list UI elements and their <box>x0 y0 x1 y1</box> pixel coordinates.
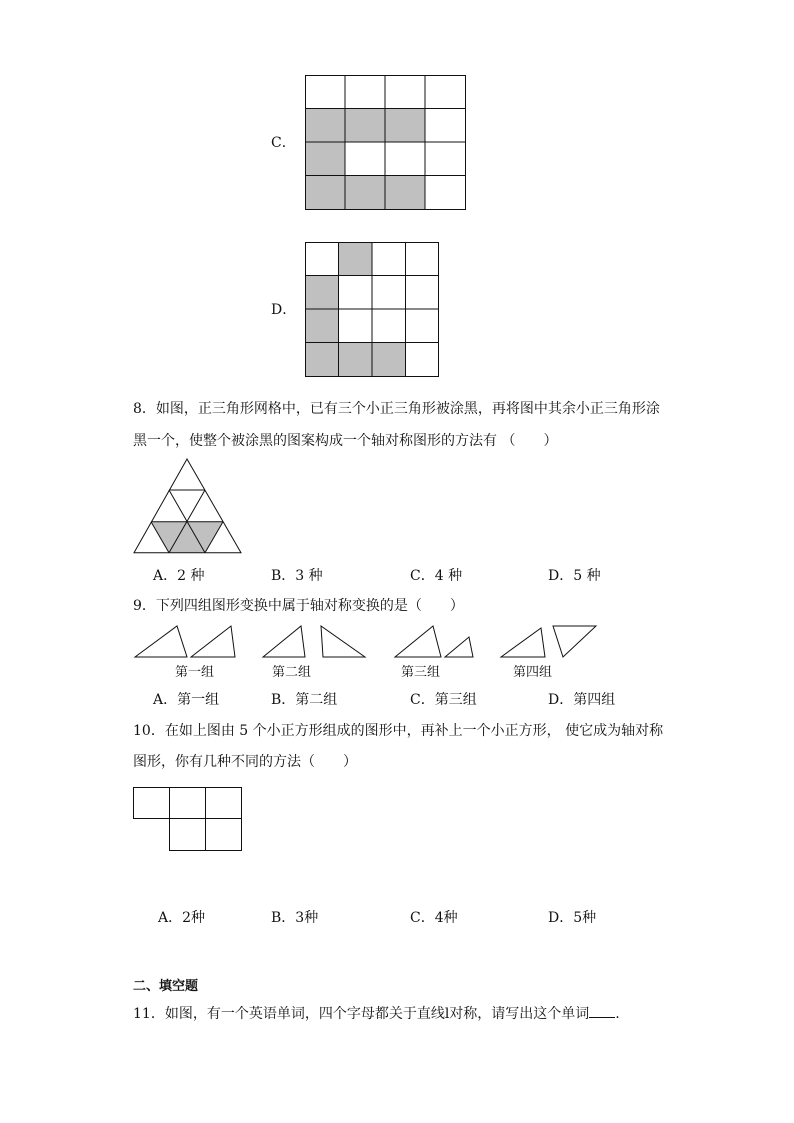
q11-text-line1 <box>133 1003 620 1024</box>
q10-option-b[interactable]: B．3种 <box>271 910 319 926</box>
q9-text-line1: 9．下列四组图形变换中属于轴对称变换的是（ ） <box>133 598 464 614</box>
q8-option-a[interactable]: A．2 种 <box>153 568 205 584</box>
q10-option-d[interactable]: D．5种 <box>548 910 597 926</box>
q10-square-1 <box>134 788 170 819</box>
q9-option-c[interactable]: C．第三组 <box>410 692 477 708</box>
q9-group2-label: 第二组 <box>272 665 312 680</box>
q8-option-d[interactable]: D．5 种 <box>548 568 601 584</box>
q10-square-3 <box>206 788 242 819</box>
q8-triangle-grid <box>133 458 243 554</box>
q9-option-d[interactable]: D．第四组 <box>548 692 616 708</box>
q10-text-line2: 图形，你有几种不同的方法（ ） <box>133 754 357 770</box>
q10-option-c[interactable]: C．4种 <box>410 910 458 926</box>
q10-square-2 <box>170 788 206 819</box>
option-d-grid <box>305 242 439 378</box>
q9-group1-label: 第一组 <box>175 665 215 680</box>
q10-square-figure <box>133 787 245 853</box>
q11-answer-blank[interactable] <box>589 1003 615 1018</box>
q9-group2-triangle-b <box>321 626 365 657</box>
option-d-label: D． <box>271 302 297 318</box>
q8-shaded-triangles <box>151 522 223 553</box>
q9-group1-triangle-a <box>135 626 187 657</box>
option-c-shaded-cells <box>305 109 425 210</box>
q9-group1-triangle-b <box>191 626 235 657</box>
q8-option-b[interactable]: B．3 种 <box>271 568 323 584</box>
q8-option-c[interactable]: C．4 种 <box>410 568 463 584</box>
q9-group-figures <box>133 623 603 663</box>
q10-square-4 <box>170 819 206 851</box>
q9-group3-label: 第三组 <box>401 665 441 680</box>
q9-group4-triangle-a <box>501 628 545 657</box>
q9-option-a[interactable]: A．第一组 <box>153 692 220 708</box>
q8-text-line2: 黑一个，使整个被涂黑的图案构成一个轴对称图形的方法有 （ ） <box>133 433 558 449</box>
q10-text-line1: 10．在如上图由 5 个小正方形组成的图形中，再补上一个小正方形， 使它成为轴对称 <box>133 723 664 739</box>
q8-text-line1: 8．如图，正三角形网格中，已有三个小正三角形被涂黑，再将图中其余小正三角形涂 <box>133 401 660 417</box>
option-c-grid <box>305 75 465 211</box>
q9-group4-triangle-b <box>553 626 596 657</box>
q9-option-b[interactable]: B．第二组 <box>271 692 338 708</box>
q11-text-end: . <box>615 1006 620 1022</box>
q9-group3-triangle-b <box>445 637 473 657</box>
section-title-fill-in: 二、填空题 <box>133 979 199 994</box>
q10-square-5 <box>206 819 242 851</box>
q9-group4-label: 第四组 <box>513 665 553 680</box>
option-c-label: C． <box>271 135 296 151</box>
q9-group3-triangle-a <box>395 626 441 657</box>
q11-text: 11．如图，有一个英语单词，四个字母都关于直线l对称，请写出这个单词 <box>133 1006 590 1022</box>
q9-group2-triangle-a <box>263 626 305 657</box>
q10-option-a[interactable]: A．2种 <box>158 910 206 926</box>
